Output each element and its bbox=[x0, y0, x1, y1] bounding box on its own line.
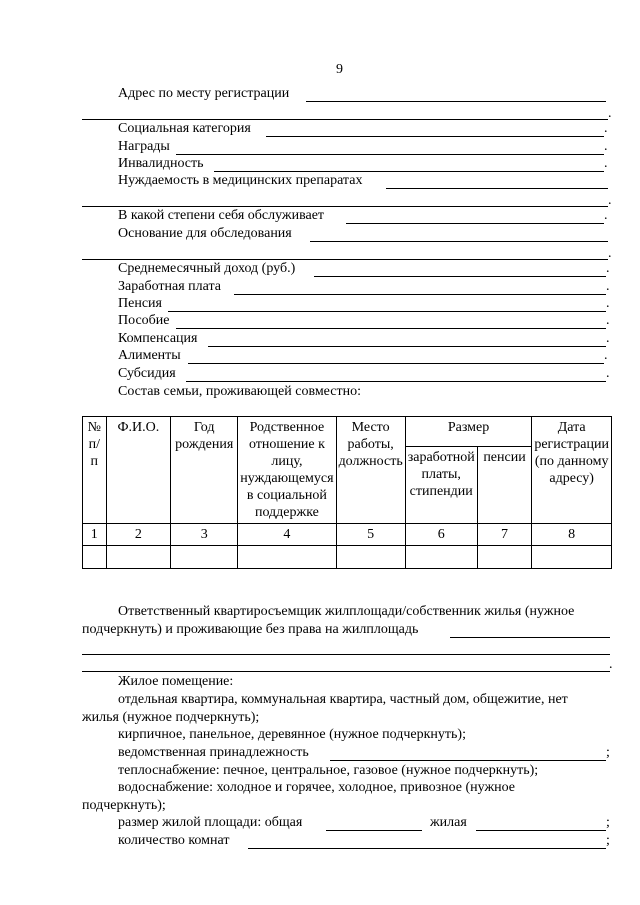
area-living-label: жилая bbox=[430, 815, 467, 830]
compensation-input-line[interactable] bbox=[208, 346, 606, 347]
water-line1: водоснабжение: холодное и горячее, холодное, привозное (нужное bbox=[118, 780, 516, 795]
medicine-need-input-line[interactable] bbox=[386, 188, 608, 189]
awards-input-line[interactable] bbox=[176, 154, 604, 155]
period: . bbox=[606, 261, 610, 276]
table-number-row bbox=[83, 524, 612, 546]
period: . bbox=[604, 208, 608, 223]
table-row[interactable] bbox=[83, 546, 612, 569]
table-cell: 2 bbox=[106, 524, 171, 546]
header-pension-col: пенсии bbox=[477, 447, 532, 524]
table-cell[interactable] bbox=[477, 546, 532, 569]
semicolon: ; bbox=[606, 815, 610, 830]
housing-type-line1: отдельная квартира, коммунальная квартира, частный дом, общежитие, нет bbox=[118, 692, 568, 707]
family-table bbox=[82, 416, 612, 569]
table-cell: 3 bbox=[171, 524, 238, 546]
table-cell: 6 bbox=[405, 524, 477, 546]
period: . bbox=[604, 139, 608, 154]
water-line2: подчеркнуть); bbox=[82, 798, 166, 813]
page-number: 9 bbox=[336, 62, 343, 77]
housing-type-line2: жилья (нужное подчеркнуть); bbox=[82, 710, 260, 725]
period: . bbox=[606, 313, 610, 328]
header-work-place: Место работы, должность bbox=[336, 417, 405, 524]
salary-label: Заработная плата bbox=[118, 279, 221, 294]
period: . bbox=[608, 193, 612, 208]
period: . bbox=[606, 279, 610, 294]
period: . bbox=[608, 106, 612, 121]
salary-input-line[interactable] bbox=[234, 294, 606, 295]
disability-input-line[interactable] bbox=[214, 171, 604, 172]
table-cell: 5 bbox=[336, 524, 405, 546]
period: . bbox=[604, 156, 608, 171]
table-cell[interactable] bbox=[106, 546, 171, 569]
self-care-input-line[interactable] bbox=[346, 223, 604, 224]
housing-material: кирпичное, панельное, деревянное (нужное подчеркнуть); bbox=[118, 727, 466, 742]
survey-reason-label: Основание для обследования bbox=[118, 226, 292, 241]
table-cell[interactable] bbox=[171, 546, 238, 569]
tenant-line1: Ответственный квартиросъемщик жилплощади/собственник жилья (нужное bbox=[118, 604, 575, 619]
allowance-label: Пособие bbox=[118, 313, 170, 328]
alimony-label: Алименты bbox=[118, 348, 181, 363]
pension-input-line[interactable] bbox=[168, 311, 606, 312]
social-category-input-line[interactable] bbox=[266, 136, 604, 137]
survey-reason-input-line[interactable] bbox=[310, 241, 608, 242]
alimony-input-line[interactable] bbox=[188, 363, 604, 364]
header-salary-col: заработной платы, стипендии bbox=[405, 447, 477, 524]
rooms-label: количество комнат bbox=[118, 833, 230, 848]
departmental-label: ведомственная принадлежность bbox=[118, 745, 309, 760]
table-cell[interactable] bbox=[532, 546, 612, 569]
heating-line: теплоснабжение: печное, центральное, газовое (нужное подчеркнуть); bbox=[118, 763, 539, 778]
allowance-input-line[interactable] bbox=[176, 328, 606, 329]
pension-label: Пенсия bbox=[118, 296, 162, 311]
header-birth-year: Год рождения bbox=[171, 417, 238, 524]
table-cell: 8 bbox=[532, 524, 612, 546]
table-cell[interactable] bbox=[83, 546, 107, 569]
address-continuation-line[interactable] bbox=[82, 119, 608, 120]
medicine-need-label: Нуждаемость в медицинских препаратах bbox=[118, 173, 363, 188]
table-cell[interactable] bbox=[336, 546, 405, 569]
header-size: Размер bbox=[405, 417, 532, 447]
survey-reason-continuation-line[interactable] bbox=[82, 259, 608, 260]
semicolon: ; bbox=[606, 833, 610, 848]
period: . bbox=[606, 296, 610, 311]
table-cell: 7 bbox=[477, 524, 532, 546]
departmental-input-line[interactable] bbox=[330, 760, 606, 761]
disability-label: Инвалидность bbox=[118, 156, 204, 171]
table-cell: 4 bbox=[238, 524, 336, 546]
tenant-continuation-line-1[interactable] bbox=[82, 654, 610, 655]
avg-income-label: Среднемесячный доход (руб.) bbox=[118, 261, 296, 276]
semicolon: ; bbox=[606, 745, 610, 760]
area-label: размер жилой площади: общая bbox=[118, 815, 303, 830]
compensation-label: Компенсация bbox=[118, 331, 198, 346]
table-cell: 1 bbox=[83, 524, 107, 546]
period: . bbox=[606, 366, 610, 381]
avg-income-input-line[interactable] bbox=[314, 276, 606, 277]
header-num: № п/п bbox=[83, 417, 107, 524]
tenant-continuation-line-2[interactable] bbox=[82, 671, 610, 672]
area-living-input-line[interactable] bbox=[476, 830, 606, 831]
period: . bbox=[604, 348, 608, 363]
tenant-input-line[interactable] bbox=[450, 637, 610, 638]
tenant-line2: подчеркнуть) и проживающие без права на жилплощадь bbox=[82, 622, 419, 637]
social-category-label: Социальная категория bbox=[118, 121, 251, 136]
awards-label: Награды bbox=[118, 139, 170, 154]
self-care-label: В какой степени себя обслуживает bbox=[118, 208, 325, 223]
housing-title: Жилое помещение: bbox=[118, 674, 234, 689]
header-relation: Родственное отношение к лицу, нуждающемуся в социальной поддержке bbox=[238, 417, 336, 524]
rooms-input-line[interactable] bbox=[248, 848, 606, 849]
period: . bbox=[604, 121, 608, 136]
period: . bbox=[606, 331, 610, 346]
area-total-input-line[interactable] bbox=[326, 830, 422, 831]
table-cell[interactable] bbox=[238, 546, 336, 569]
address-input-line[interactable] bbox=[306, 101, 606, 102]
subsidy-input-line[interactable] bbox=[186, 381, 606, 382]
header-reg-date: Дата регистрации (по данному адресу) bbox=[532, 417, 612, 524]
family-title: Состав семьи, проживающей совместно: bbox=[118, 384, 361, 399]
subsidy-label: Субсидия bbox=[118, 366, 176, 381]
period: . bbox=[608, 246, 612, 261]
address-label: Адрес по месту регистрации bbox=[118, 86, 290, 101]
table-cell[interactable] bbox=[405, 546, 477, 569]
medicine-need-continuation-line[interactable] bbox=[82, 206, 608, 207]
header-fio: Ф.И.О. bbox=[106, 417, 171, 524]
period: . bbox=[609, 657, 613, 672]
